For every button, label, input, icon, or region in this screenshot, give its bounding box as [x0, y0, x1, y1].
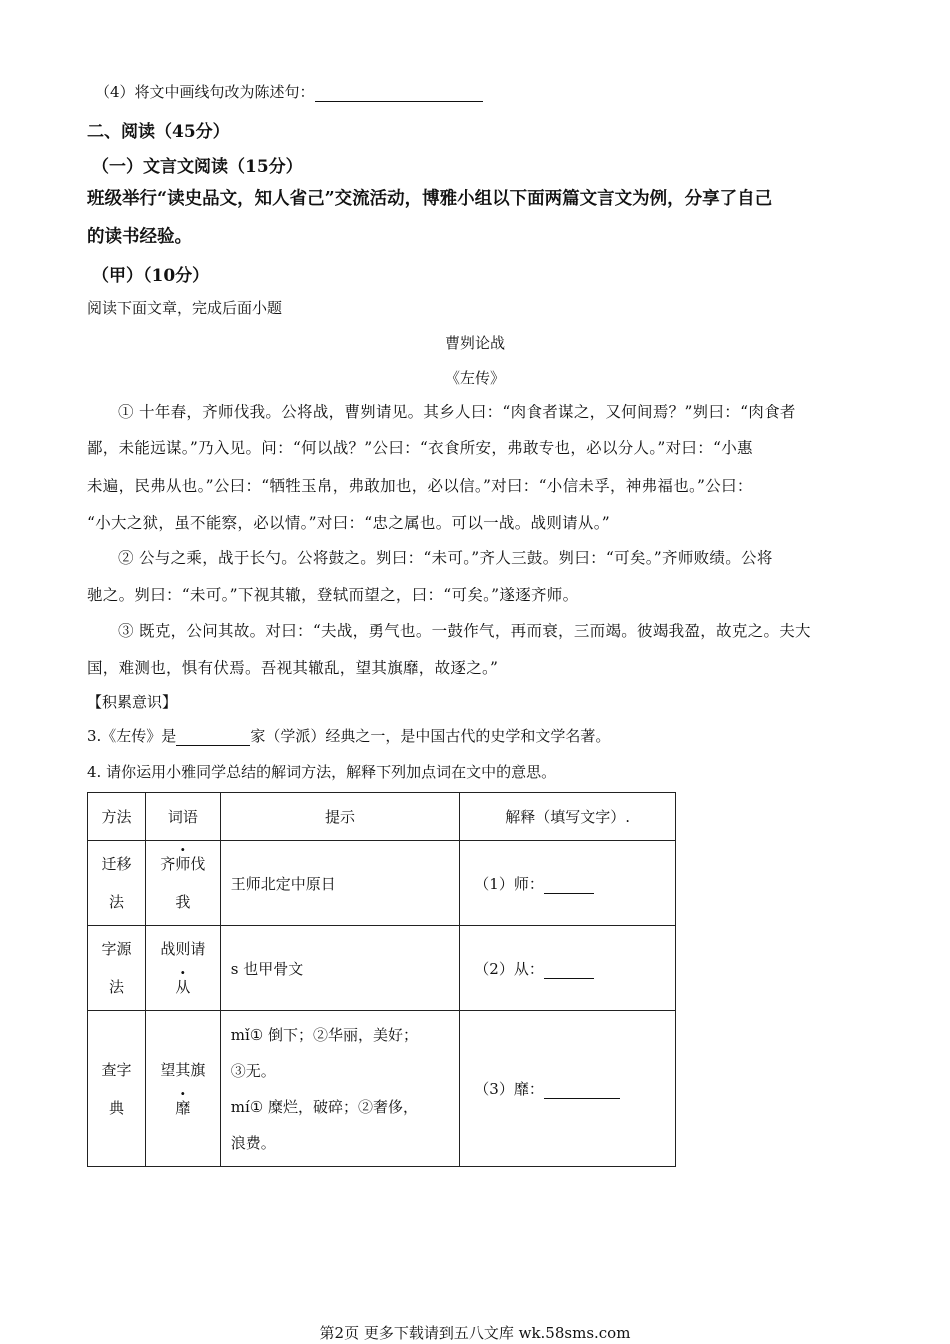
- method-text: 字源: [101, 940, 132, 958]
- method-cell: [88, 841, 146, 926]
- dotted-word: 靡: [175, 1098, 191, 1117]
- table-header-row: [88, 793, 676, 841]
- page-footer: 第2页 更多下载请到五八文库 wk.58sms.com: [319, 1324, 631, 1342]
- word-text: 望其旗: [160, 1060, 206, 1079]
- method-text: 迁移: [101, 855, 132, 873]
- hint-cell: [220, 1011, 460, 1167]
- lead-line-1: 班级举行“读史品文，知人省己”交流活动，博雅小组以下面两篇文言文为例，分享了自己: [87, 189, 773, 209]
- answer-label: （2）从：: [474, 959, 544, 978]
- article-source: 《左传》: [444, 369, 505, 387]
- article-line: 未遍，民弗从也。”公曰：“牺牲玉帛，弗敢加也，必以信。”对曰：“小信未孚，神弗福也。”公曰：: [87, 477, 753, 495]
- dotted-word: 师: [175, 855, 191, 873]
- hint-line: mǐ① 倒下；②华丽，美好；: [230, 1025, 418, 1044]
- q3-suffix: 家（学派）经典之一，是中国古代的史学和文学名著。: [250, 727, 611, 745]
- header-method: 方法: [88, 793, 146, 841]
- word-text: 我: [175, 893, 191, 911]
- answer-cell: [460, 1011, 676, 1167]
- word-cell: [145, 926, 220, 1011]
- article-line: 鄙，未能远谋。”乃入见。问：“何以战？”公曰：“衣食所安，弗敢专也，必以分人。”对曰：“小惠: [87, 439, 753, 457]
- answer-label: （3）靡：: [474, 1080, 544, 1098]
- word-text: 战则请: [160, 940, 206, 958]
- q4-rewrite-line: [95, 82, 483, 102]
- question-3: [87, 726, 610, 746]
- word-cell: [145, 841, 220, 926]
- subsection-title: （一）文言文阅读（15分）: [92, 157, 303, 177]
- lead-line-2: 的读书经验。: [87, 227, 192, 247]
- word-cell: [145, 1011, 220, 1167]
- article-line: ② 公与之乘，战于长勺。公将鼓之。刿曰：“未可。”齐人三鼓。刿曰：“可矣。”齐师败绩。公将: [118, 549, 773, 567]
- article-line: ③ 既克，公问其故。对曰：“夫战，勇气也。一鼓作气，再而衰，三而竭。彼竭我盈，故克之。夫大: [118, 622, 811, 640]
- header-hint: 提示: [220, 793, 460, 841]
- article-line: 国，难测也，惧有伏焉。吾视其辙乱，望其旗靡，故逐之。”: [87, 659, 499, 677]
- article-line: ① 十年春，齐师伐我。公将战，曹刿请见。其乡人曰：“肉食者谋之，又何间焉？”刿曰：“肉食者: [118, 403, 796, 421]
- method-text: 查字: [101, 1060, 132, 1079]
- vocab-table: [87, 792, 676, 1167]
- answer-blank[interactable]: [544, 962, 594, 979]
- hint-line: 浪费。: [230, 1133, 276, 1152]
- hint-cell: s 也甲骨文: [220, 926, 460, 1011]
- article-line: “小大之狱，虽不能察，必以情。”对曰：“忠之属也。可以一战。战则请从。”: [87, 514, 610, 532]
- question-4: 4. 请你运用小雅同学总结的解词方法，解释下列加点词在文中的意思。: [87, 763, 557, 781]
- jia-title: （甲）（10分）: [92, 266, 210, 286]
- answer-blank[interactable]: [544, 1082, 620, 1099]
- dotted-word: 从: [175, 978, 191, 996]
- q3-prefix: 3.《左传》是: [87, 727, 177, 745]
- method-text: 法: [108, 893, 124, 911]
- q4-rewrite-text: （4）将文中画线句改为陈述句：: [95, 83, 315, 101]
- answer-blank[interactable]: [315, 85, 483, 102]
- hint-line: mí① 糜烂，破碎；②奢侈，: [230, 1097, 418, 1116]
- accum-title: 【积累意识】: [87, 693, 178, 711]
- answer-cell: [460, 926, 676, 1011]
- answer-cell: [460, 841, 676, 926]
- hint-cell: 王师北定中原日: [220, 841, 460, 926]
- header-word: 词语: [145, 793, 220, 841]
- word-text: [146, 845, 220, 883]
- answer-blank[interactable]: [176, 729, 250, 746]
- section-title: 二、阅读（45分）: [87, 122, 230, 142]
- answer-blank[interactable]: [544, 877, 594, 894]
- table-row: [88, 841, 676, 926]
- method-text: 法: [108, 978, 124, 996]
- method-text: 典: [108, 1098, 124, 1117]
- instruction: 阅读下面文章，完成后面小题: [87, 299, 283, 317]
- table-row: [88, 1011, 676, 1167]
- header-answer: 解释（填写文字）.: [460, 793, 676, 841]
- word-text: [146, 968, 220, 1006]
- article-line: 驰之。刿曰：“未可。”下视其辙，登轼而望之，曰：“可矣。”遂逐齐师。: [87, 586, 579, 604]
- method-cell: [88, 1011, 146, 1167]
- word-part: 伐: [190, 855, 206, 873]
- word-part: 齐: [160, 855, 176, 873]
- method-cell: [88, 926, 146, 1011]
- answer-label: （1）师：: [474, 874, 544, 893]
- hint-line: ③无。: [230, 1061, 276, 1080]
- article-title: 曹刿论战: [444, 334, 505, 352]
- word-text: [146, 1089, 220, 1127]
- table-row: [88, 926, 676, 1011]
